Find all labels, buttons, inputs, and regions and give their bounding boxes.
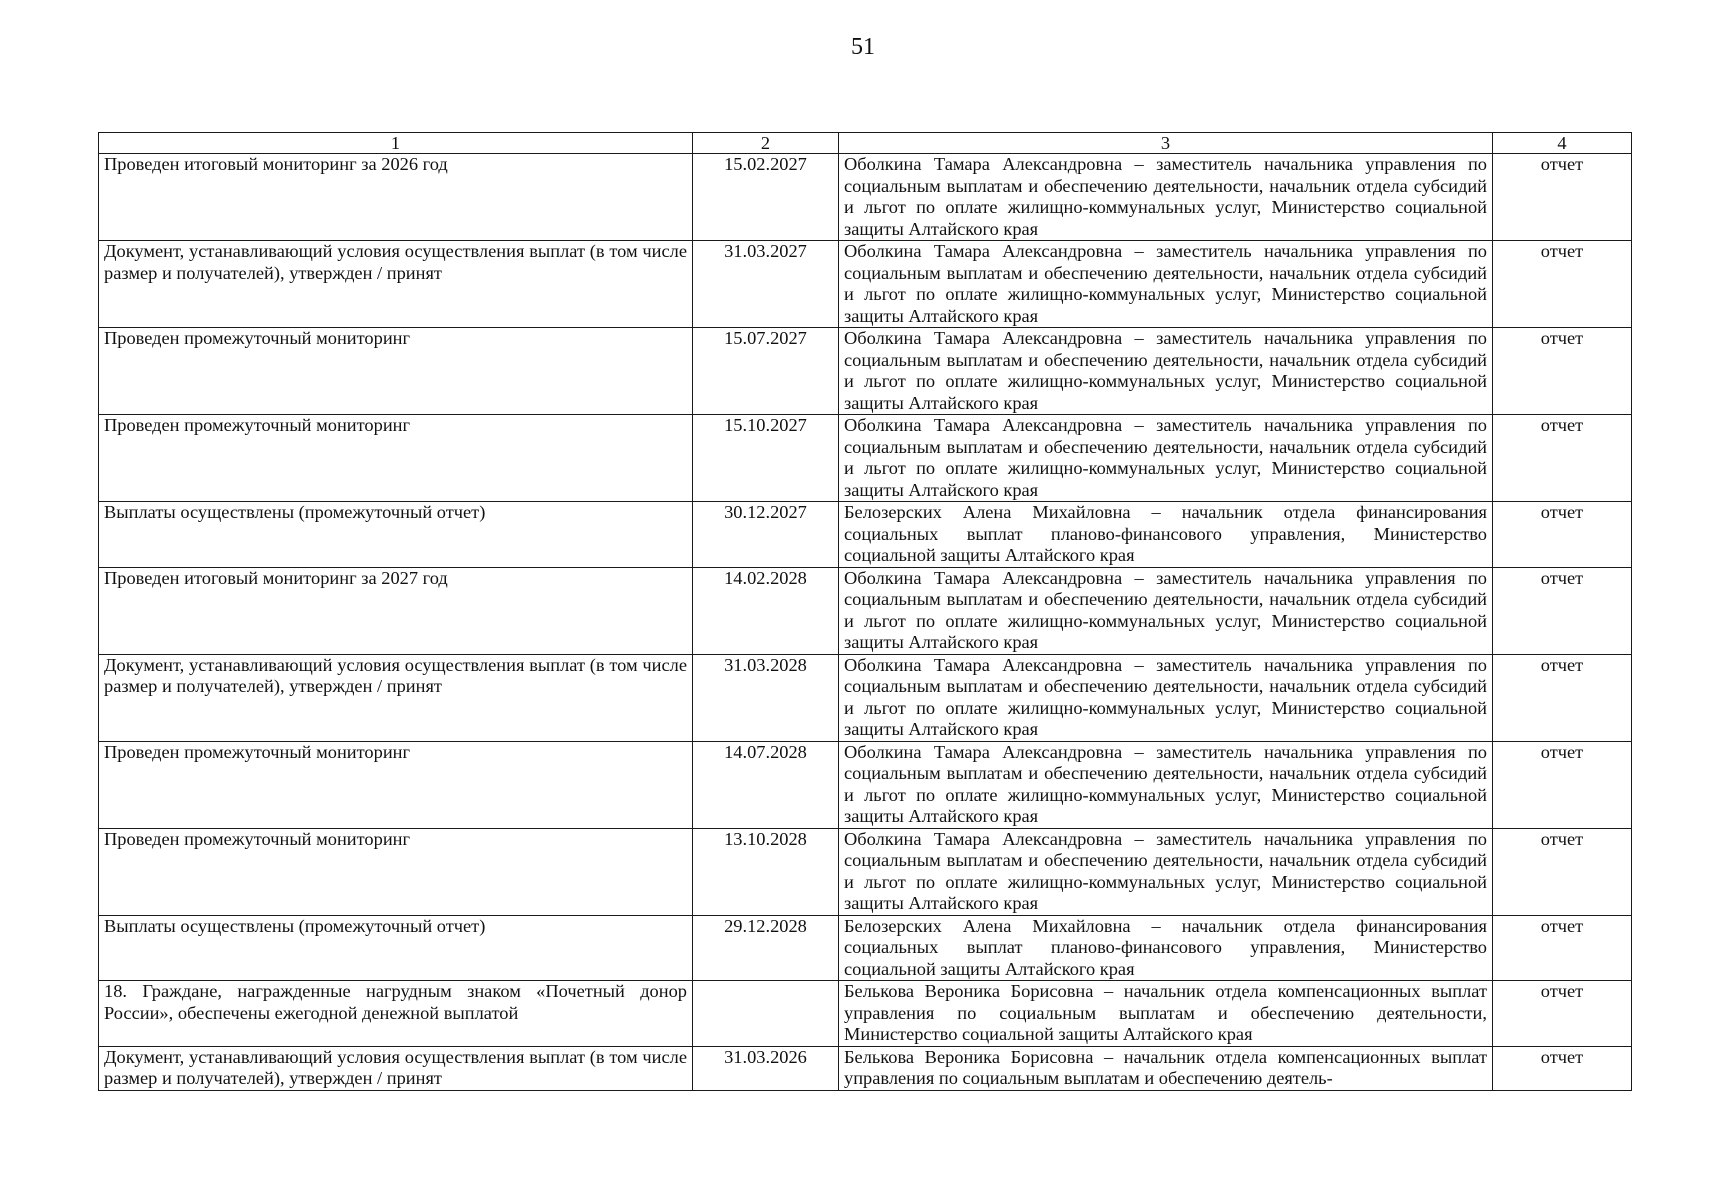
event-cell: Проведен итоговый мониторинг за 2027 год (99, 567, 693, 654)
event-cell: Проведен итоговый мониторинг за 2026 год (99, 154, 693, 241)
event-cell: Документ, устанавливающий условия осуществления выплат (в том числе размер и получателей), утвержден / принят (99, 241, 693, 328)
table-row (99, 915, 1632, 981)
column-number-1: 1 (99, 133, 693, 154)
date-cell: 14.07.2028 (693, 741, 839, 828)
date-cell: 14.02.2028 (693, 567, 839, 654)
date-cell: 30.12.2027 (693, 502, 839, 568)
table-row (99, 654, 1632, 741)
table-row (99, 415, 1632, 502)
responsible-cell: Оболкина Тамара Александровна – заместитель начальника управления по социальным выплатам и обеспечению деятельности, начальник отдела субсидий и льгот по оплате жилищно-коммунальных услуг, Министерство социальной защиты Алтайского края (839, 828, 1493, 915)
date-cell: 31.03.2028 (693, 654, 839, 741)
event-cell: Выплаты осуществлены (промежуточный отчет) (99, 915, 693, 981)
date-cell: 15.10.2027 (693, 415, 839, 502)
event-cell: Выплаты осуществлены (промежуточный отчет) (99, 502, 693, 568)
document-type-cell: отчет (1493, 328, 1632, 415)
responsible-cell: Белозерских Алена Михайловна – начальник отдела финансирования социальных выплат планово-финансового управления, Министерство социальной защиты Алтайского края (839, 915, 1493, 981)
event-cell: Проведен промежуточный мониторинг (99, 415, 693, 502)
date-cell: 29.12.2028 (693, 915, 839, 981)
date-cell: 31.03.2026 (693, 1046, 839, 1090)
event-cell: Проведен промежуточный мониторинг (99, 828, 693, 915)
column-number-row (99, 133, 1632, 154)
document-type-cell: отчет (1493, 502, 1632, 568)
plan-table (98, 132, 1632, 1091)
table-row (99, 567, 1632, 654)
page-number: 51 (851, 34, 875, 60)
table-row (99, 1046, 1632, 1090)
date-cell: 15.02.2027 (693, 154, 839, 241)
responsible-cell: Оболкина Тамара Александровна – заместитель начальника управления по социальным выплатам и обеспечению деятельности, начальник отдела субсидий и льгот по оплате жилищно-коммунальных услуг, Министерство социальной защиты Алтайского края (839, 567, 1493, 654)
document-type-cell: отчет (1493, 567, 1632, 654)
responsible-cell: Оболкина Тамара Александровна – заместитель начальника управления по социальным выплатам и обеспечению деятельности, начальник отдела субсидий и льгот по оплате жилищно-коммунальных услуг, Министерство социальной защиты Алтайского края (839, 241, 1493, 328)
table-row (99, 241, 1632, 328)
date-cell: 13.10.2028 (693, 828, 839, 915)
table-row (99, 328, 1632, 415)
document-type-cell: отчет (1493, 981, 1632, 1047)
document-type-cell: отчет (1493, 1046, 1632, 1090)
column-number-4: 4 (1493, 133, 1632, 154)
responsible-cell: Оболкина Тамара Александровна – заместитель начальника управления по социальным выплатам и обеспечению деятельности, начальник отдела субсидий и льгот по оплате жилищно-коммунальных услуг, Министерство социальной защиты Алтайского края (839, 328, 1493, 415)
responsible-cell: Оболкина Тамара Александровна – заместитель начальника управления по социальным выплатам и обеспечению деятельности, начальник отдела субсидий и льгот по оплате жилищно-коммунальных услуг, Министерство социальной защиты Алтайского края (839, 154, 1493, 241)
date-cell (693, 981, 839, 1047)
event-cell: 18. Граждане, награжденные нагрудным знаком «Почетный донор России», обеспечены ежегодной денежной выплатой (99, 981, 693, 1047)
document-type-cell: отчет (1493, 915, 1632, 981)
document-type-cell: отчет (1493, 415, 1632, 502)
responsible-cell: Оболкина Тамара Александровна – заместитель начальника управления по социальным выплатам и обеспечению деятельности, начальник отдела субсидий и льгот по оплате жилищно-коммунальных услуг, Министерство социальной защиты Алтайского края (839, 654, 1493, 741)
date-cell: 15.07.2027 (693, 328, 839, 415)
document-type-cell: отчет (1493, 154, 1632, 241)
event-cell: Проведен промежуточный мониторинг (99, 328, 693, 415)
event-cell: Документ, устанавливающий условия осуществления выплат (в том числе размер и получателей), утвержден / принят (99, 654, 693, 741)
document-type-cell: отчет (1493, 828, 1632, 915)
responsible-cell: Белькова Вероника Борисовна – начальник отдела компенсационных выплат управления по социальным выплатам и обеспечению деятельности, Министерство социальной защиты Алтайского края (839, 981, 1493, 1047)
responsible-cell: Оболкина Тамара Александровна – заместитель начальника управления по социальным выплатам и обеспечению деятельности, начальник отдела субсидий и льгот по оплате жилищно-коммунальных услуг, Министерство социальной защиты Алтайского края (839, 741, 1493, 828)
column-number-3: 3 (839, 133, 1493, 154)
document-type-cell: отчет (1493, 741, 1632, 828)
responsible-cell: Белькова Вероника Борисовна – начальник отдела компенсационных выплат управления по социальным выплатам и обеспечению деятель- (839, 1046, 1493, 1090)
table-row (99, 981, 1632, 1047)
document-type-cell: отчет (1493, 654, 1632, 741)
table-row (99, 502, 1632, 568)
column-number-2: 2 (693, 133, 839, 154)
table-row (99, 154, 1632, 241)
date-cell: 31.03.2027 (693, 241, 839, 328)
responsible-cell: Белозерских Алена Михайловна – начальник отдела финансирования социальных выплат планово-финансового управления, Министерство социальной защиты Алтайского края (839, 502, 1493, 568)
responsible-cell: Оболкина Тамара Александровна – заместитель начальника управления по социальным выплатам и обеспечению деятельности, начальник отдела субсидий и льгот по оплате жилищно-коммунальных услуг, Министерство социальной защиты Алтайского края (839, 415, 1493, 502)
event-cell: Проведен промежуточный мониторинг (99, 741, 693, 828)
table-row (99, 828, 1632, 915)
table-row (99, 741, 1632, 828)
document-type-cell: отчет (1493, 241, 1632, 328)
event-cell: Документ, устанавливающий условия осуществления выплат (в том числе размер и получателей), утвержден / принят (99, 1046, 693, 1090)
